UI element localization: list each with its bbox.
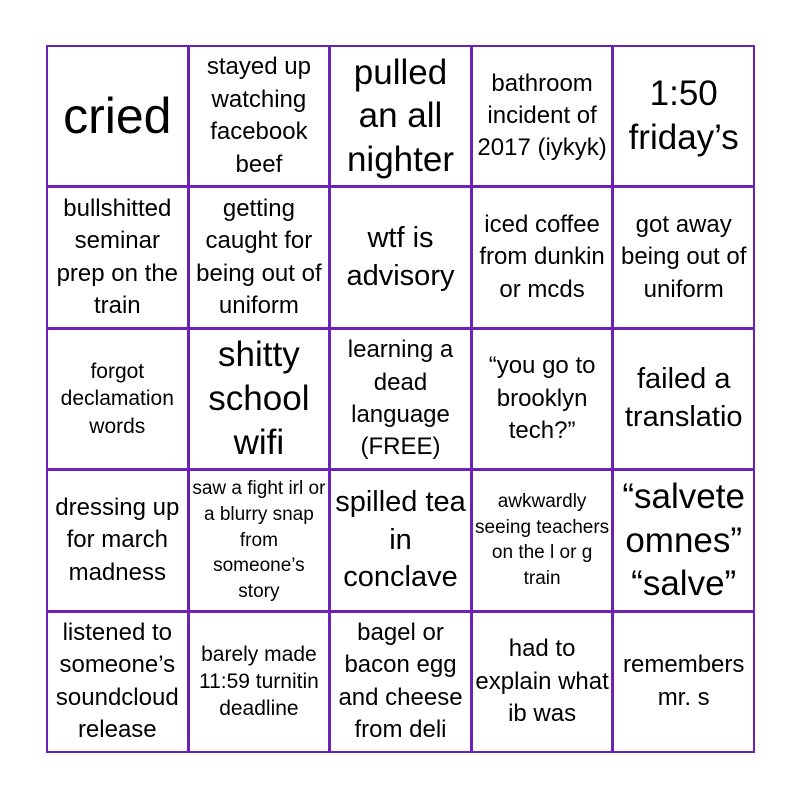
bingo-cell[interactable] [190, 613, 329, 751]
bingo-cell[interactable] [331, 188, 470, 326]
bingo-cell[interactable] [48, 330, 187, 468]
cell-text: pulled an all nighter [346, 52, 454, 180]
bingo-cell[interactable] [614, 188, 753, 326]
cell-text: spilled tea in conclave [335, 485, 466, 594]
bingo-cell[interactable] [614, 613, 753, 751]
bingo-cell[interactable] [614, 471, 753, 609]
bingo-cell[interactable] [48, 471, 187, 609]
bingo-cell[interactable] [473, 471, 612, 609]
bingo-cell[interactable] [473, 188, 612, 326]
cell-text: 1:50 friday’s [628, 74, 739, 158]
cell-text: getting caught for being out of uniform [196, 194, 322, 319]
cell-text: “you go to brooklyn tech?” [488, 352, 596, 445]
cell-text: had to explain what ib was [475, 635, 609, 727]
cell-text: shitty school wifi [208, 335, 310, 462]
cell-text: bathroom incident of 2017 (iykyk) [477, 69, 607, 162]
bingo-cell[interactable] [190, 330, 329, 468]
cell-text: iced coffee from dunkin or mcds [479, 211, 605, 303]
bingo-board [46, 45, 755, 753]
bingo-cell[interactable] [48, 188, 187, 326]
cell-text: remembers mr. s [623, 651, 745, 711]
cell-text: got away being out of uniform [620, 211, 747, 303]
cell-text: “salvete omnes” “salve” [622, 476, 745, 604]
cell-text: forgot declamation words [60, 360, 174, 438]
bingo-cell[interactable] [190, 471, 329, 609]
cell-text: barely made 11:59 turnitin deadline [198, 642, 319, 721]
cell-text: failed a translatio [624, 363, 743, 433]
bingo-cell[interactable] [48, 613, 187, 751]
cell-text: saw a fight irl or a blurry snap from someone’s story [192, 478, 326, 602]
cell-text: dressing up for march madness [55, 493, 180, 586]
bingo-cell[interactable] [331, 47, 470, 185]
bingo-cell[interactable] [614, 330, 753, 468]
cell-text: stayed up watching facebook beef [206, 53, 311, 178]
cell-text: listened to someone’s soundcloud release [55, 619, 179, 744]
bingo-cell[interactable] [190, 47, 329, 185]
bingo-cell[interactable] [331, 330, 470, 468]
cell-text: awkwardly seeing teachers on the l or g train [475, 491, 610, 590]
bingo-cell[interactable] [473, 330, 612, 468]
cell-text: bagel or bacon egg and cheese from deli [338, 619, 463, 744]
bingo-cell[interactable] [331, 613, 470, 751]
bingo-cell[interactable] [331, 471, 470, 609]
cell-text: learning a dead language (FREE) [347, 336, 454, 461]
bingo-cell[interactable] [614, 47, 753, 185]
cell-text: wtf is advisory [346, 221, 455, 292]
bingo-cell[interactable] [473, 47, 612, 185]
cell-text: cried [63, 87, 172, 144]
bingo-cell[interactable] [473, 613, 612, 751]
bingo-cell[interactable] [190, 188, 329, 326]
cell-text: bullshitted seminar prep on the train [56, 194, 179, 319]
bingo-cell[interactable] [48, 47, 187, 185]
